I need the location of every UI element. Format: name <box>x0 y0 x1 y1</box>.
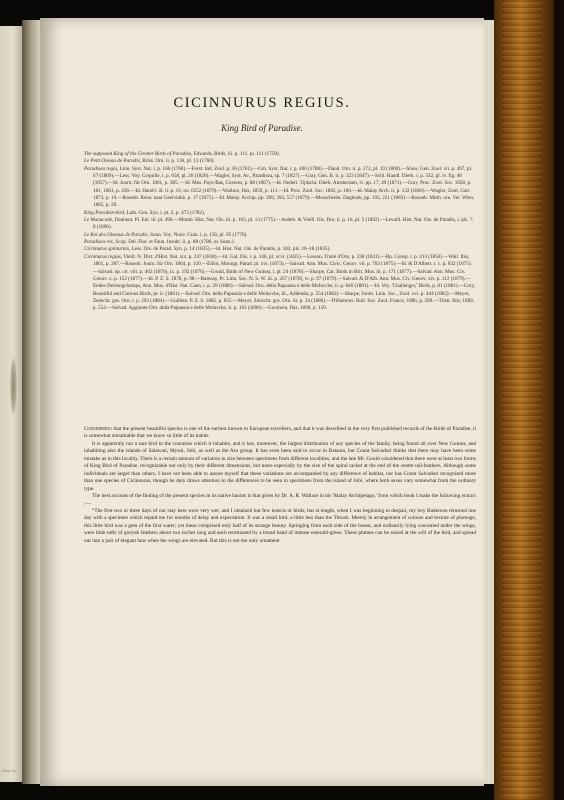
reference-entry <box>84 246 476 253</box>
reference-name: King Paradise-bird, <box>84 209 126 216</box>
facing-page-illustration-fragment <box>10 356 17 416</box>
reference-citation: Sonn. Voy. Nouv. Guin. i. p. 156, pl. 95 (1776). <box>150 231 248 238</box>
paragraph-text: It is apparently not a rare bird in the countries which it inhabits, and it has, moreover, the largest distribution of any species of the family, being found all over New Guinea, and inhabiting also the islands of Salawati, Mysol, Jobi, as well as the Aru group. It has even been said to occur in Batanta, but Count Salvadori thinks that there may have been some mistake as to this locality. There is a certain amount of variation in size between specimens from different localities, and the late Mr. Gould considered that there were at least two forms of King Bird of Paradise, recognizable not only by their different dimensions, but more especially by the size of the spiral racket at the end of the centre tail-feathers. Although some individuals are larger than others, I have not been able to assure myself that these variations are accompanied by any difference of habitat, nor has Count Salvadori recognized more than one species of Cicinnurus, though he duly draws attention to the differences to be seen in specimens from the island of Jobi, where both sexes vary somewhat from the ordinary type. <box>84 440 476 492</box>
body-paragraph <box>84 441 476 493</box>
synonymy-references <box>84 151 476 313</box>
body-text <box>84 426 476 545</box>
reference-name: Le Manucode, <box>84 217 114 224</box>
binding-shadow <box>554 0 564 800</box>
reference-name: Cicinnurus regius, <box>84 253 123 260</box>
reference-entry <box>84 166 476 210</box>
body-paragraph <box>84 426 476 441</box>
reference-entry <box>84 158 476 165</box>
facing-page-footer: Hunt. ba. <box>2 768 17 773</box>
reference-entry <box>84 217 476 232</box>
reference-name: Cicinnurus spinturnix, <box>84 246 131 253</box>
paragraph-text: The best account of the finding of the present species in its native haunts is that given by Dr. A. R. Wallace in his 'Malay Archipelago,' from which book I make the following extract :— <box>84 493 476 507</box>
body-paragraph <box>84 493 476 508</box>
paragraph-text: that the present beautiful species is one of the earliest known to European travellers, and that it was described in the very first published records of the Birds of Paradise, it is somewhat remarkable that we know so little of its habits. <box>84 426 476 440</box>
page-title: CICINNURUS REGIUS. <box>173 95 351 111</box>
paragraph-lead-word: Considering <box>84 426 112 432</box>
book-binding <box>494 0 554 800</box>
reference-citation: Less. Ois. de Parad. Syn. p. 14 (1835).—Id. Hist. Nat. Ois. de Paradis, p. 182, pls. 16–18 (1835). <box>131 246 331 253</box>
reference-citation: Briss. Orn. ii. p. 136, pl. 13 (1760). <box>142 158 215 165</box>
facing-page <box>0 26 22 782</box>
reference-citation: Vieill. N. Dict. d'Hist. Nat. xix. p. 247 (1818).—Id. Gal. Ois. i. p. 146, pl. xcvi. (1825).—Lesson, Traité d'Orn. p. 338 (1831).—Bp. Consp. i. p. 413 (1850).—Wall. Ibis, 1861, p. 287.—Rosenb. Journ. für Orn. 1864, p. 130.—Elliot, Monogr. Parad. pl. xvi. (1873).—Salvad. Ann. Mus. Civic. Genov. vii. p. 783 (1875).—Id. & D'Albert. t. c. p. 832 (1875).—Salvad. op. cit. viii. p. 402 (1876), ix. p. 192 (1876).—Gould, Birds of New Guinea, i. pl. 24 (1876).—Sharpe, Cat. Birds in Brit. Mus. iii. p. 171 (1877).—Salvad. Ann. Mus. Civ. Genov. x. p. 152 (1877).—Id. P. Z. S. 1878, p. 98.—Ramsay, Pr. Linn. Soc. N. S. W. iii. p. 267 (1878), iv. p. 97 (1879).—Salvad. & D'Alb. Ann. Mus. Civ. Genov. xiv. p. 112 (1879).—Endes-Deslongchamps, Ann. Mus. d'Hist. Nat. Caen, i. p. 29 (1880).—Salvad. Orn. della Papuasia e delle Molucche, ii. p. 646 (1881).—Id. Voy. 'Challenger,' Birds, p. 81 (1881).—Cory, Beautiful and Curious Birds, pt. ii. (1881).—Salvad. Orn. della Papuasia e delle Molucche, iii., Addenda, p. 554 (1882).—Sharpe, Journ. Linn. Soc., Zool. xvi. p. 444 (1882).—Meyer, Zeitschr. ges. Orn. i. p. 293 (1884).—Guillem. P. Z. S. 1885, p. 655.—Meyer, Zeitschr. ges. Orn. iii. p. 34 (1886).—D'Hamonv. Bull. Soc. Zool. France, 1886, p. 509.—Tristr. Ibis, 1889, p. 554.—Salvad. Aggiunte Orn. della Papuasia e delle Molucche, ii. p. 163 (1890).—Goodwin, Ibis, 1890, p. 150. <box>93 253 476 312</box>
reference-citation: Edwards, Birds, iii. p. 111, pl. 111 (1750). <box>193 151 280 157</box>
reference-name: Paradisea regia, <box>84 165 119 172</box>
book-page <box>40 18 484 786</box>
paragraph-text: “The first two or three days of our stay here were very wet, and I obtained but few insects or birds; but at length, when I was beginning to despair, my boy Baderoon returned one day with a specimen which repaid me for months of delay and expectation. It was a small bird, a little less than the Thrush. Merely in arrangement of colours and texture of plumage, this little bird was a gem of the first water; yet these comprised only half of its strange beauty. Springing from each side of the breast, and ordinarily lying concealed under the wings, were little tufts of greyish feathers about two inches long and each terminated by a broad band of intense emerald-green. These plumes can be raised at the will of the bird, and spread out into a pair of elegant fans when the wings are elevated. But this is not the only ornament. <box>84 507 476 544</box>
reference-name: Le Petit Oiseau de Paradis, <box>84 158 141 165</box>
reference-citation: Scop. Del. Flor. et Faun. Insubr. ii. p. 88 (1786, ex Sonn.). <box>115 239 235 246</box>
reference-name: Paradisea rex, <box>84 239 115 246</box>
page-subtitle: King Bird of Paradise. <box>221 123 303 133</box>
reference-name: Le Roi des Oiseaux de Paradis, <box>84 231 149 238</box>
reference-entry <box>84 254 476 313</box>
reference-citation: Linn. Syst. Nat. i. p. 166 (1766).—Forst. Ind. Zool. p. 36 (1781).—Gm. Syst. Nat. i. p. 400 (1788).—Daud. Orn. ii. p. 272, pl. 19 (1800).—Shaw, Gen. Zool. vii. p. 497, pl. 67 (1809).—Less. Voy. Coquille, i. p. 658, pl. 26 (1826).—Wagler, Syst. Av., Paradisea, sp. 7 (1827).—Gray, Gen. B. ii. p. 323 (1847).—Schl. Handl. Dierk. i. p. 332, pl. iv. fig. 46 (1857).—Id. Journ. für Orn. 1861, p. 385. —Id. Mus. Pays-Bas, Coraces, p. 88 (1867).—Id. Nederl. Tijdschr. Dierk. Amsterdam, iv. pp. 17, 49 (1871).—Gray, Proc. Zool. Soc. 1858, p. 181, 1861, p. 436.—Id. Hand-l. B. ii. p. 16, no. 6352 (1870).—Wallace, Ibis, 1859, p. 111.—Id. Proc. Zool. Soc. 1862, p. 160.—Id. Malay Arch. ii. p. 132 (1869).—Wagler, Zool. Gart. 1873, p. 10.—Rosenb. Reist. naar Geelvinkb. p. 17 (1875).—Id. Malay. Archip. pp. 369, 393, 557 (1879).—Musschenbr. Dagboek, pp. 192, 221 (1883).—Rosenb. Mitth. orn. Ver. Wien, 1885, p. 39. <box>93 165 475 209</box>
body-paragraph <box>84 508 476 545</box>
page-edges <box>484 20 494 784</box>
reference-entry <box>84 210 476 217</box>
reference-citation: Daubent. Pl. Enl. iii. pl. 496.—Montb. Hist. Nat. Ois. iii. p. 163, pl. 13 (1775).—Audeb. & Vieill. Ois. Dor. ii. p. 16, pl. 5 (1802).—Levaill. Hist. Nat. Ois. de Paradis, i. pls. 7, 8 (1806). <box>93 217 474 231</box>
background-top <box>0 0 564 18</box>
reference-name: The supposed King of the Greater Birds of Paradise, <box>84 151 193 157</box>
reference-citation: Lath. Gen. Syn. i. pt. 2, p. 473 (1782). <box>126 209 206 216</box>
